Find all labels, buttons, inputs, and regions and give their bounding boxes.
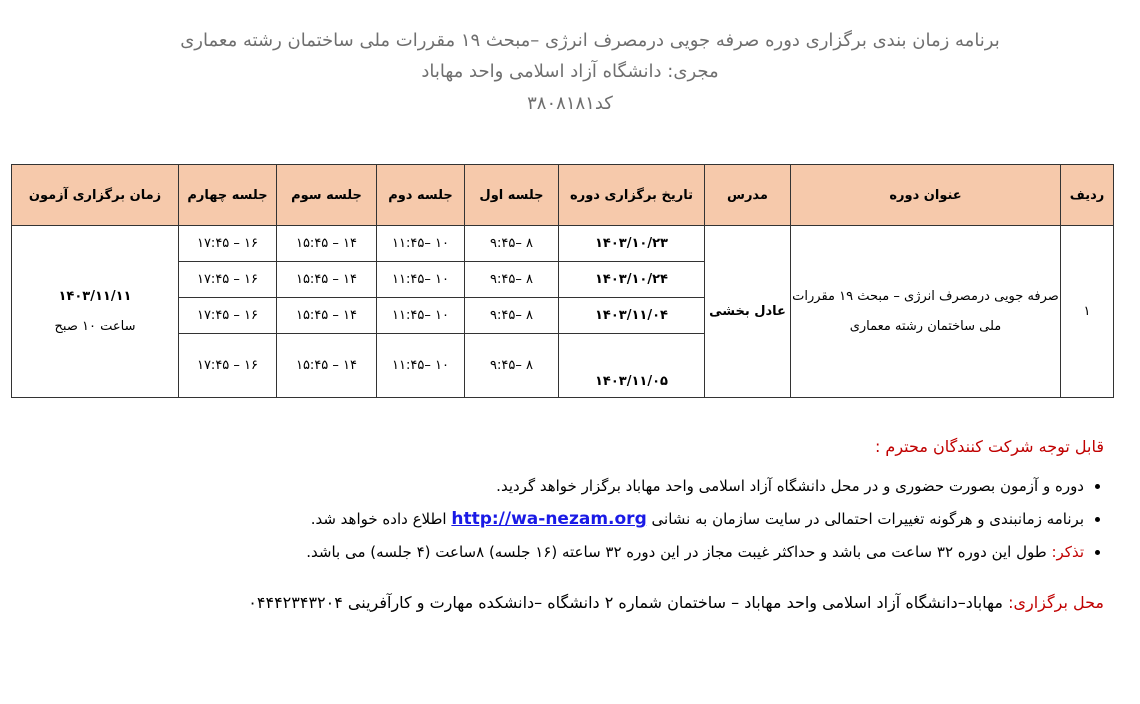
header-session-1: جلسه اول	[465, 165, 559, 226]
header-course-date: تاریخ برگزاری دوره	[559, 165, 705, 226]
table-row	[12, 226, 1114, 262]
note-schedule-after: اطلاع داده خواهد شد.	[310, 510, 452, 528]
session-date: ۱۴۰۳/۱۱/۰۴	[559, 298, 705, 334]
session-2-time: ۱۰ –۱۱:۴۵	[377, 298, 465, 334]
venue-label: محل برگزاری:	[1008, 593, 1104, 612]
list-item	[84, 470, 1084, 503]
session-1-time: ۸ –۹:۴۵	[465, 298, 559, 334]
session-3-time: ۱۴ – ۱۵:۴۵	[277, 262, 377, 298]
session-4-time: ۱۶ – ۱۷:۴۵	[179, 334, 277, 398]
header-session-4: جلسه چهارم	[179, 165, 277, 226]
page-title: برنامه زمان بندی برگزاری دوره صرفه جویی درمصرف انرژی –مبحث ۱۹ مقررات ملی ساختمان رشته معماری	[180, 30, 1000, 51]
note-reminder-text: طول این دوره ۳۲ ساعت می باشد و حداکثر غیبت مجاز در این دوره ۳۲ ساعته (۱۶ جلسه) ۸ساعت (۴ جلسه) می باشد.	[306, 543, 1052, 561]
session-3-time: ۱۴ – ۱۵:۴۵	[277, 298, 377, 334]
header-session-3: جلسه سوم	[277, 165, 377, 226]
note-reminder-label: تذکر:	[1051, 543, 1084, 561]
notes-list	[84, 470, 1106, 569]
table-header-row	[12, 165, 1114, 226]
note-schedule-before: برنامه زمانبندی و هرگونه تغییرات احتمالی در سایت سازمان به نشانی	[646, 510, 1084, 528]
schedule-table	[11, 164, 1114, 398]
session-date: ۱۴۰۳/۱۰/۲۳	[559, 226, 705, 262]
session-4-time: ۱۶ – ۱۷:۴۵	[179, 226, 277, 262]
session-date: ۱۴۰۳/۱۱/۰۵	[559, 334, 705, 398]
venue-line	[104, 593, 1104, 612]
row-number: ۱	[1061, 226, 1114, 398]
session-4-time: ۱۶ – ۱۷:۴۵	[179, 262, 277, 298]
exam-time-cell	[12, 226, 179, 398]
exam-hour: ساعت ۱۰ صبح	[54, 318, 136, 334]
session-1-time: ۸ –۹:۴۵	[465, 262, 559, 298]
website-link[interactable]: http://wa-nezam.org	[451, 509, 647, 529]
instructor-cell: عادل بخشی	[705, 226, 791, 398]
exam-date: ۱۴۰۳/۱۱/۱۱	[58, 288, 132, 304]
header-course-title: عنوان دوره	[791, 165, 1061, 226]
session-date: ۱۴۰۳/۱۰/۲۴	[559, 262, 705, 298]
session-1-time: ۸ –۹:۴۵	[465, 226, 559, 262]
header-session-2: جلسه دوم	[377, 165, 465, 226]
session-4-time: ۱۶ – ۱۷:۴۵	[179, 298, 277, 334]
session-2-time: ۱۰ –۱۱:۴۵	[377, 262, 465, 298]
session-3-time: ۱۴ – ۱۵:۴۵	[277, 334, 377, 398]
header-instructor: مدرس	[705, 165, 791, 226]
venue-text: مهاباد–دانشگاه آزاد اسلامی واحد مهاباد – ساختمان شماره ۲ دانشگاه –دانشکده مهارت و کارآفرینی ۰۴۴۴۲۳۴۳۲۰۴	[248, 593, 1009, 612]
session-2-time: ۱۰ –۱۱:۴۵	[377, 226, 465, 262]
notes-heading: قابل توجه شرکت کنندگان محترم :	[874, 437, 1104, 456]
list-item	[84, 503, 1084, 536]
header-row-no: ردیف	[1061, 165, 1114, 226]
note-attendance: دوره و آزمون بصورت حضوری و در محل دانشگاه آزاد اسلامی واحد مهاباد برگزار خواهد گردید.	[496, 477, 1084, 495]
list-item	[84, 536, 1084, 569]
session-2-time: ۱۰ –۱۱:۴۵	[377, 334, 465, 398]
session-1-time: ۸ –۹:۴۵	[465, 334, 559, 398]
organizer-line: مجری: دانشگاه آزاد اسلامی واحد مهاباد	[421, 61, 719, 82]
header-exam-time: زمان برگزاری آزمون	[12, 165, 179, 226]
session-3-time: ۱۴ – ۱۵:۴۵	[277, 226, 377, 262]
course-code: کد۳۸۰۸۱۸۱	[527, 93, 613, 114]
course-title-cell: صرفه جویی درمصرف انرژی – مبحث ۱۹ مقررات ملی ساختمان رشته معماری	[791, 226, 1061, 398]
